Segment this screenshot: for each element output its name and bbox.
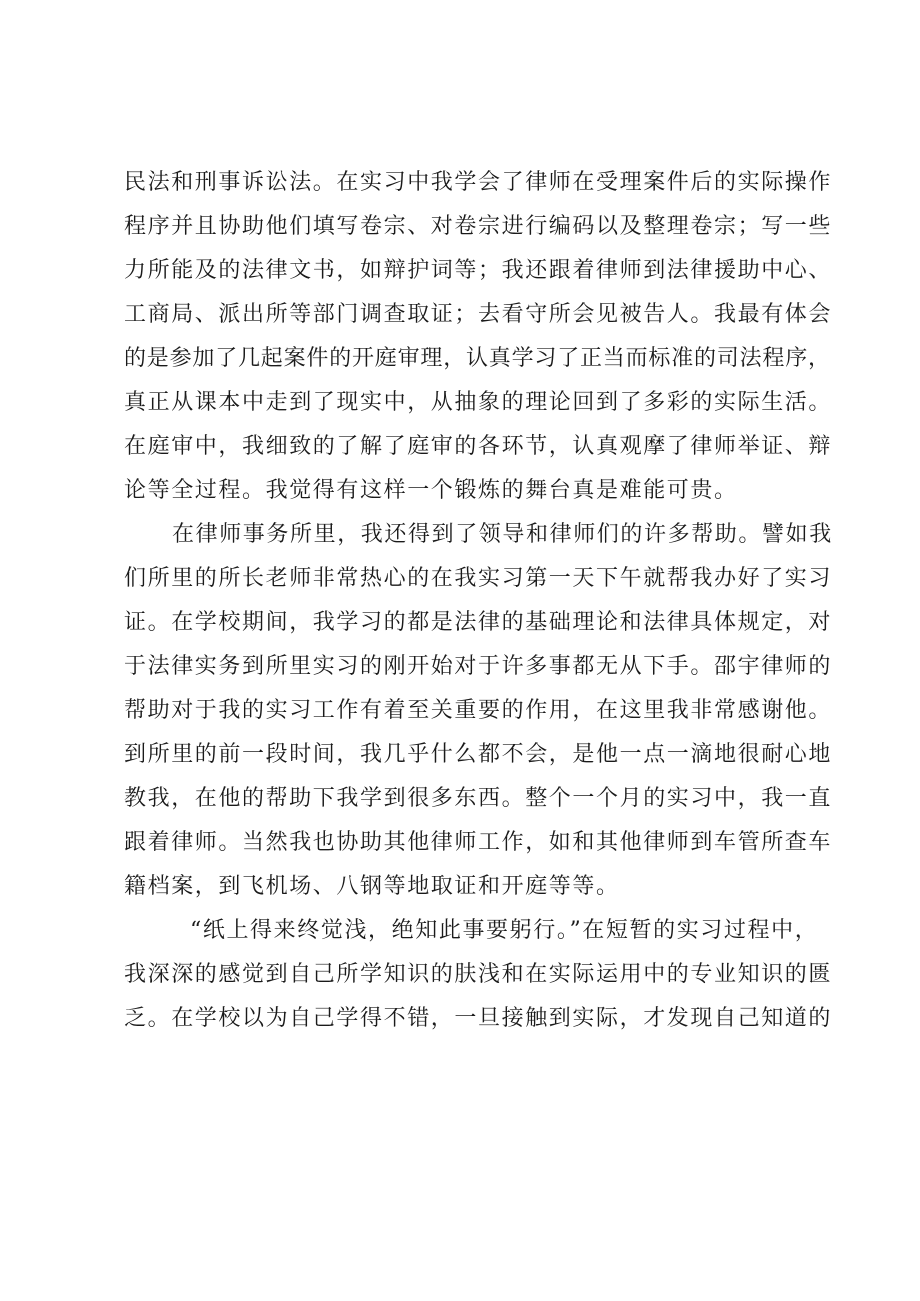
paragraph-2-line-9: 籍档案，到飞机场、八钢等地取证和开庭等等。 — [124, 874, 620, 899]
paragraph-1-line-7: 在庭审中，我细致的了解了庭审的各环节，认真观摩了律师举证、辩 — [124, 434, 833, 459]
paragraph-2-line-5: 帮助对于我的实习工作有着至关重要的作用，在这里我非常感谢他。 — [124, 698, 833, 723]
paragraph-3-line-1: “纸上得来终觉浅，绝知此事要躬行。”在短暂的实习过程中， — [190, 918, 819, 943]
paragraph-1-line-3: 力所能及的法律文书，如辩护词等；我还跟着律师到法律援助中心、 — [124, 258, 833, 283]
paragraph-3-line-2: 我深深的感觉到自己所学知识的肤浅和在实际运用中的专业知识的匮 — [124, 962, 833, 987]
paragraph-2-line-1: 在律师事务所里，我还得到了领导和律师们的许多帮助。譬如我 — [172, 522, 833, 547]
paragraph-1-line-2: 程序并且协助他们填写卷宗、对卷宗进行编码以及整理卷宗；写一些 — [124, 214, 833, 239]
paragraph-2-line-7: 教我，在他的帮助下我学到很多东西。整个一个月的实习中，我一直 — [124, 786, 833, 811]
paragraph-2-line-6: 到所里的前一段时间，我几乎什么都不会，是他一点一滴地很耐心地 — [124, 742, 833, 767]
paragraph-1-line-5: 的是参加了几起案件的开庭审理，认真学习了正当而标准的司法程序， — [124, 346, 831, 371]
paragraph-2-line-2: 们所里的所长老师非常热心的在我实习第一天下午就帮我办好了实习 — [124, 566, 833, 591]
paragraph-1-line-8: 论等全过程。我觉得有这样一个锻炼的舞台真是难能可贵。 — [124, 478, 738, 503]
paragraph-1-line-6: 真正从课本中走到了现实中，从抽象的理论回到了多彩的实际生活。 — [124, 390, 833, 415]
paragraph-1-line-4: 工商局、派出所等部门调查取证；去看守所会见被告人。我最有体会 — [124, 302, 833, 327]
paragraph-3-line-3: 乏。在学校以为自己学得不错，一旦接触到实际，才发现自己知道的 — [124, 1006, 833, 1031]
paragraph-2-line-4: 于法律实务到所里实习的刚开始对于许多事都无从下手。邵宇律师的 — [124, 654, 833, 679]
paragraph-2-line-3: 证。在学校期间，我学习的都是法律的基础理论和法律具体规定，对 — [124, 610, 833, 635]
paragraph-2-line-8: 跟着律师。当然我也协助其他律师工作，如和其他律师到车管所查车 — [124, 830, 833, 855]
paragraph-1-line-1: 民法和刑事诉讼法。在实习中我学会了律师在受理案件后的实际操作 — [124, 170, 833, 195]
